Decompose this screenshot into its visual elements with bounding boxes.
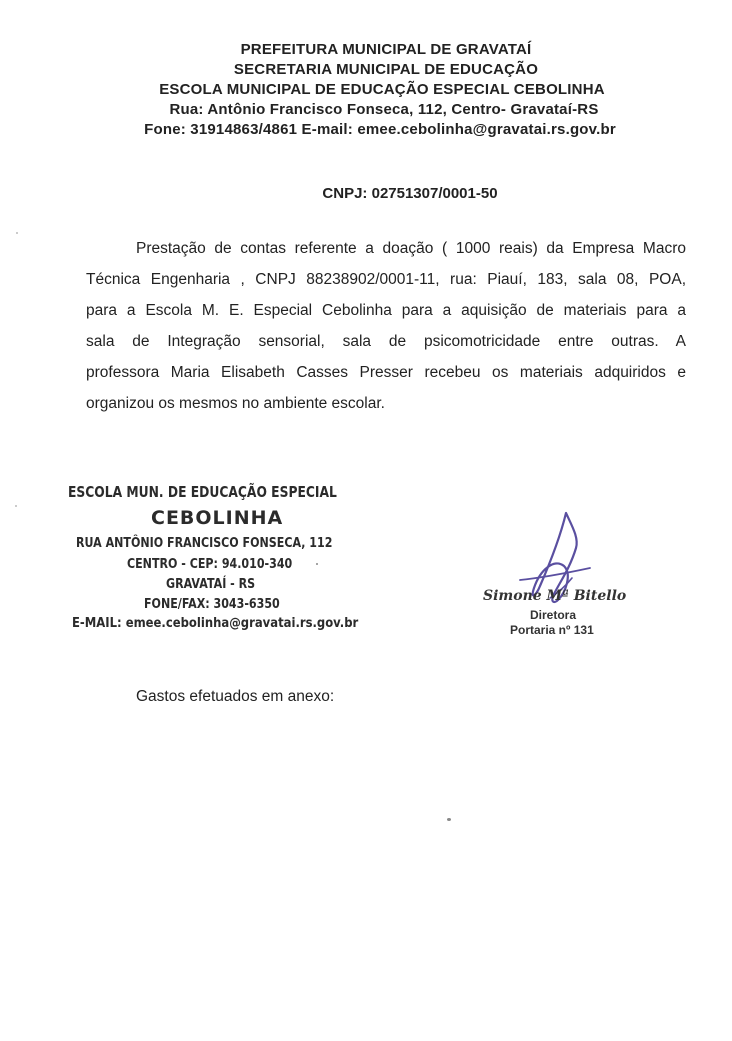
body-line: professora Maria Elisabeth Casses Presser recebeu os materiais adquiridos e — [86, 364, 686, 381]
header-contact: Fone: 31914863/4861 E-mail: emee.cebolinha@gravatai.rs.gov.br — [144, 121, 616, 138]
stamp-cep: CENTRO - CEP: 94.010-340 — [127, 556, 293, 572]
stamp-email-value: emee.cebolinha@gravatai.rs.gov.br — [125, 615, 359, 631]
cnpj-line: CNPJ: 02751307/0001-50 — [322, 185, 498, 202]
body-line: Prestação de contas referente a doação ( 1000 reais) da Empresa Macro — [136, 240, 686, 257]
header-prefeitura: PREFEITURA MUNICIPAL DE GRAVATAÍ — [240, 41, 532, 58]
stamp-street: RUA ANTÔNIO FRANCISCO FONSECA, 112 — [76, 535, 333, 551]
stamp-school-name: ESCOLA MUN. DE EDUCAÇÃO ESPECIAL — [68, 483, 337, 501]
stamp-cebolinha: CEBOLINHA — [151, 507, 284, 529]
header-escola: ESCOLA MUNICIPAL DE EDUCAÇÃO ESPECIAL CEBOLINHA — [159, 81, 605, 98]
body-line: para a Escola M. E. Especial Cebolinha para a aquisição de materiais para a — [86, 302, 686, 319]
signature-block — [480, 508, 640, 638]
footer-note: Gastos efetuados em anexo: — [136, 688, 335, 705]
body-line: Técnica Engenharia , CNPJ 88238902/0001-11, rua: Piauí, 183, sala 08, POA, — [86, 271, 686, 288]
stamp-email — [72, 615, 358, 631]
scan-speck — [16, 232, 18, 234]
stamp-phone: FONE/FAX: 3043-6350 — [144, 596, 280, 612]
header-secretaria: SECRETARIA MUNICIPAL DE EDUCAÇÃO — [233, 61, 539, 78]
scan-speck — [447, 818, 451, 821]
body-line: sala de Integração sensorial, sala de psicomotricidade entre outras. A — [86, 333, 686, 350]
header-address: Rua: Antônio Francisco Fonseca, 112, Centro- Gravataí-RS — [169, 101, 599, 118]
signer-name: Simone Mª Bitello — [483, 588, 627, 604]
signer-role: Diretora — [530, 608, 577, 622]
scan-speck — [316, 563, 318, 565]
body-line: organizou os mesmos no ambiente escolar. — [86, 395, 385, 412]
stamp-email-label: E-MAIL: — [72, 615, 122, 631]
scan-speck — [15, 505, 17, 507]
stamp-city: GRAVATAÍ - RS — [166, 576, 256, 592]
signer-ordinance: Portaria nº 131 — [510, 623, 594, 637]
